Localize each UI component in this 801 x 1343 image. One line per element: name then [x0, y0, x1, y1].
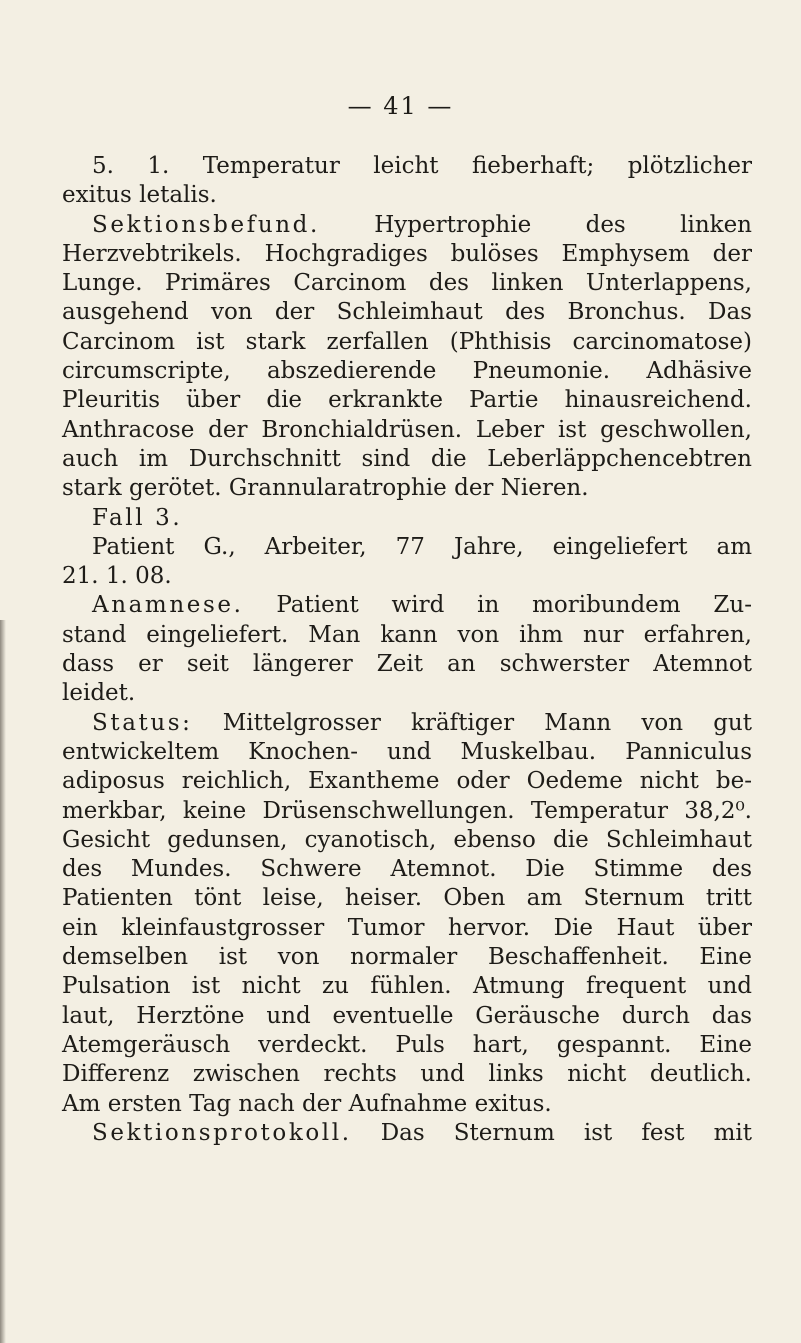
text-line — [62, 328, 752, 357]
text-line — [62, 1002, 752, 1031]
line-text: circumscripte, abszedierende Pneumonie. Adhäsive — [62, 358, 752, 385]
section-heading: Sektionsprotokoll. — [92, 1119, 352, 1146]
line-text: laut, Herztöne und eventuelle Geräusche durch das — [62, 1002, 752, 1029]
line-text: Atemgeräusch verdeckt. Puls hart, gespannt. Eine — [62, 1031, 752, 1058]
text-line — [62, 650, 752, 679]
text-line — [62, 943, 752, 972]
page-number-header: — 41 — — [347, 92, 454, 120]
line-text: 21. 1. 08. — [62, 563, 172, 590]
text-line — [62, 474, 752, 503]
text-line — [62, 709, 752, 738]
section-heading: Anamnese. — [92, 592, 244, 619]
line-text: Patienten tönt leise, heiser. Oben am Sternum tritt — [62, 885, 752, 912]
line-text: entwickeltem Knochen- und Muskelbau. Panniculus — [62, 738, 752, 765]
line-text: auch im Durchschnitt sind die Leberläppchencebtren — [62, 445, 752, 472]
line-text: leidet. — [62, 680, 136, 707]
line-text: dass er seit längerer Zeit an schwerster Atemnot — [62, 651, 752, 678]
text-line — [62, 591, 752, 620]
text-line — [62, 797, 752, 826]
text-line — [62, 884, 752, 913]
line-text: des Mundes. Schwere Atemnot. Die Stimme des — [62, 856, 752, 883]
line-text: Mittelgrosser kräftiger Mann von gut — [192, 709, 752, 736]
line-text: exitus letalis. — [62, 182, 217, 209]
text-line — [62, 972, 752, 1001]
line-text: Patient wird in moribundem Zu- — [243, 592, 752, 619]
line-text: demselben ist von normaler Beschaffenheit. Eine — [62, 944, 752, 971]
line-text: Am ersten Tag nach der Aufnahme exitus. — [62, 1090, 552, 1117]
text-line — [62, 1031, 752, 1060]
section-heading: Status: — [92, 709, 193, 736]
line-text: Carcinom ist stark zerfallen (Phthisis carcinomatose) — [62, 328, 752, 355]
line-text: Das Sternum ist fest mit — [351, 1119, 752, 1146]
text-line — [62, 679, 752, 708]
text-line — [62, 1060, 752, 1089]
text-line — [62, 504, 752, 533]
line-text: merkbar, keine Drüsenschwellungen. Temperatur 38,2⁰. — [62, 797, 752, 824]
text-line — [62, 1119, 752, 1148]
text-line — [62, 240, 752, 269]
text-line — [62, 738, 752, 767]
line-text: ausgehend von der Schleimhaut des Bronchus. Das — [62, 299, 752, 326]
line-text: Gesicht gedunsen, cyanotisch, ebenso die Schleimhaut — [62, 826, 752, 853]
line-text: Anthracose der Bronchialdrüsen. Leber ist geschwollen, — [62, 416, 752, 443]
text-line — [62, 533, 752, 562]
section-heading: Sektionsbefund. — [92, 211, 320, 238]
line-text: Lunge. Primäres Carcinom des linken Unterlappens, — [62, 270, 752, 297]
line-text: Differenz zwischen rechts und links nicht deutlich. — [62, 1061, 752, 1088]
line-text: stand eingeliefert. Man kann von ihm nur erfahren, — [62, 621, 752, 648]
text-line — [62, 445, 752, 474]
section-heading: Fall 3. — [92, 504, 183, 531]
text-line — [62, 621, 752, 650]
line-text: Pulsation ist nicht zu fühlen. Atmung frequent und — [62, 973, 752, 1000]
line-text: Pleuritis über die erkrankte Partie hinausreichend. — [62, 387, 752, 414]
text-line — [62, 211, 752, 240]
line-text: 5. 1. Temperatur leicht fieberhaft; plötzlicher — [92, 153, 752, 179]
text-line — [62, 855, 752, 884]
line-text: stark gerötet. Grannularatrophie der Nieren. — [62, 475, 589, 502]
text-line — [62, 767, 752, 796]
text-line — [62, 181, 752, 210]
line-text: Herzvebtrikels. Hochgradiges bulöses Emphysem der — [62, 240, 752, 267]
text-line — [62, 416, 752, 445]
text-line — [62, 914, 752, 943]
text-line — [62, 386, 752, 415]
text-line — [62, 357, 752, 386]
text-line — [62, 152, 752, 181]
body-text — [62, 152, 752, 1148]
text-line — [62, 1090, 752, 1119]
line-text: ein kleinfaustgrosser Tumor hervor. Die Haut über — [62, 914, 752, 941]
binding-shadow — [0, 620, 6, 1343]
line-text: Hypertrophie des linken — [319, 211, 752, 238]
line-text: adiposus reichlich, Exantheme oder Oedeme nicht be- — [62, 768, 752, 795]
text-line — [62, 269, 752, 298]
text-line — [62, 826, 752, 855]
line-text: Patient G., Arbeiter, 77 Jahre, eingeliefert am — [92, 533, 752, 560]
text-line — [62, 562, 752, 591]
text-line — [62, 298, 752, 327]
